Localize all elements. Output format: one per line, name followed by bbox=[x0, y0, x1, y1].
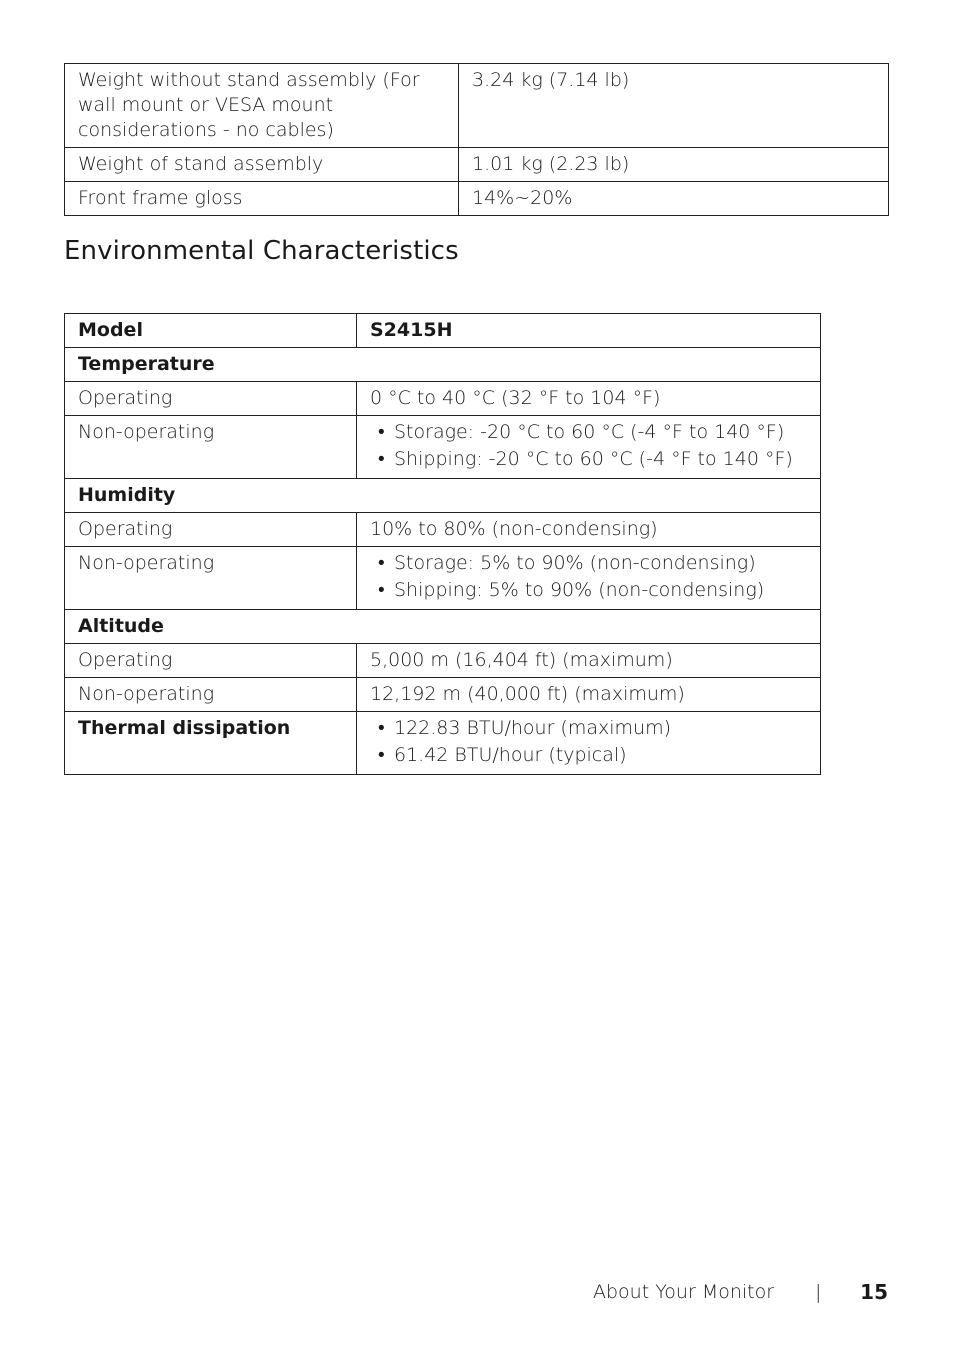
spec-label: Operating bbox=[65, 644, 357, 678]
spec-label: Non-operating bbox=[65, 678, 357, 712]
list-item: • Shipping: -20 °C to 60 °C (-4 °F to 140 °F) bbox=[370, 445, 807, 474]
table-row bbox=[65, 712, 821, 775]
spec-value: 1.01 kg (2.23 lb) bbox=[459, 148, 889, 182]
table-header-row bbox=[65, 314, 821, 348]
table-row bbox=[65, 416, 821, 479]
spec-value-list bbox=[357, 712, 821, 775]
spec-label: Weight without stand assembly (For wall mount or VESA mount considerations - no cables) bbox=[65, 64, 459, 148]
table-row bbox=[65, 547, 821, 610]
spec-value: 3.24 kg (7.14 lb) bbox=[459, 64, 889, 148]
list-item: • Storage: -20 °C to 60 °C (-4 °F to 140 °F) bbox=[370, 418, 807, 447]
table-row bbox=[65, 64, 889, 148]
page-footer bbox=[0, 1279, 954, 1309]
table-row bbox=[65, 182, 889, 216]
spec-value: 12,192 m (40,000 ft) (maximum) bbox=[357, 678, 821, 712]
model-label: Model bbox=[65, 314, 357, 348]
weight-spec-table bbox=[64, 63, 889, 216]
altitude-heading: Altitude bbox=[65, 610, 821, 644]
spec-value: 0 °C to 40 °C (32 °F to 104 °F) bbox=[357, 382, 821, 416]
spec-label: Weight of stand assembly bbox=[65, 148, 459, 182]
bullet-list bbox=[370, 549, 807, 605]
spec-value: 14%~20% bbox=[459, 182, 889, 216]
bullet-list bbox=[370, 418, 807, 474]
table-row bbox=[65, 148, 889, 182]
thermal-dissipation-label: Thermal dissipation bbox=[65, 712, 357, 775]
table-row bbox=[65, 513, 821, 547]
spec-value: 5,000 m (16,404 ft) (maximum) bbox=[357, 644, 821, 678]
environmental-spec-table bbox=[64, 313, 821, 775]
spec-label: Operating bbox=[65, 513, 357, 547]
spec-label: Front frame gloss bbox=[65, 182, 459, 216]
spec-label: Operating bbox=[65, 382, 357, 416]
table-row bbox=[65, 678, 821, 712]
spec-label: Non-operating bbox=[65, 547, 357, 610]
bullet-list bbox=[370, 714, 807, 770]
list-item: • Shipping: 5% to 90% (non-condensing) bbox=[370, 576, 807, 605]
table-section-row bbox=[65, 610, 821, 644]
spec-value-list bbox=[357, 547, 821, 610]
list-item: • 61.42 BTU/hour (typical) bbox=[370, 741, 807, 770]
footer-separator: | bbox=[815, 1281, 822, 1303]
footer-section-title: About Your Monitor bbox=[593, 1281, 775, 1303]
spec-label: Non-operating bbox=[65, 416, 357, 479]
temperature-heading: Temperature bbox=[65, 348, 821, 382]
spec-value: 10% to 80% (non-condensing) bbox=[357, 513, 821, 547]
section-title: Environmental Characteristics bbox=[64, 236, 459, 266]
page-number: 15 bbox=[860, 1280, 888, 1304]
list-item: • 122.83 BTU/hour (maximum) bbox=[370, 714, 807, 743]
table-row bbox=[65, 382, 821, 416]
list-item: • Storage: 5% to 90% (non-condensing) bbox=[370, 549, 807, 578]
table-row bbox=[65, 644, 821, 678]
humidity-heading: Humidity bbox=[65, 479, 821, 513]
model-value: S2415H bbox=[357, 314, 821, 348]
spec-value-list bbox=[357, 416, 821, 479]
table-section-row bbox=[65, 348, 821, 382]
table-section-row bbox=[65, 479, 821, 513]
